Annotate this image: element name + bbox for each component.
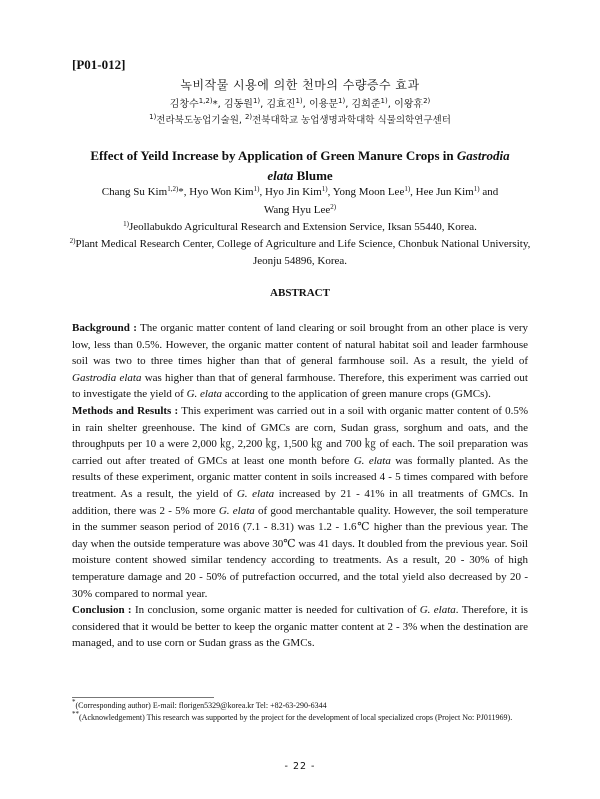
en-author-1: Chang Su Kim [101, 186, 168, 198]
english-authors [66, 183, 534, 219]
en-author-3: , Hyo Jin Kim [259, 186, 322, 198]
conclusion-species-1: G. elata [419, 604, 456, 617]
en-author-5: , Hee Jun Kim [410, 186, 474, 198]
en-author-6-affil: 2) [330, 203, 337, 211]
background-label: Background : [72, 322, 137, 334]
en-author-2: , Hyo Won Kim [183, 186, 254, 198]
korean-authors [0, 95, 600, 110]
background-species-2: G. elata [186, 388, 223, 401]
footnote-corresponding [72, 700, 528, 712]
en-author-6: Wang Hyu Lee [263, 204, 331, 216]
methods-paragraph [72, 403, 528, 602]
en-author-4-affil: 1) [404, 185, 411, 193]
ko-author-5: , 김희준 [345, 99, 381, 110]
ko-author-5-affil: 1) [380, 97, 388, 105]
background-text-2: was higher than that of general farmhouse. Therefore, this experiment was carried out to investigate the yield of [72, 371, 528, 401]
methods-text-2: was formally planted. As the results of these experiment, organic matter content in soils increased 4 - 5 times compared with before treatment. As a result, the yield of [72, 454, 528, 500]
ko-affil-1: 전라북도농업기술원, [156, 115, 245, 126]
korean-title: 녹비작물 시용에 의한 천마의 수량증수 효과 [180, 78, 420, 92]
en-author-5-affil: 1) [473, 185, 480, 193]
en-affil-line-1 [66, 219, 534, 236]
footnotes [72, 700, 528, 723]
ko-author-6-affil: 2) [423, 97, 431, 105]
methods-label: Methods and Results : [72, 404, 179, 417]
en-affil-2-mark: 2) [69, 237, 76, 245]
english-title [60, 146, 540, 186]
en-affil-2: Plant Medical Research Center, College of Agriculture and Life Science, Chonbuk National University, Jeonju 54896, Korea. [75, 238, 531, 267]
ko-author-1: 김창수 [169, 99, 199, 110]
conclusion-text-2: . Therefore, it is considered that it would be better to keep the organic matter content at 2 - 3% when the destination are managed, and to use corn or Sudan grass as the GMCs. [72, 604, 528, 650]
methods-species-3: G. elata [218, 504, 255, 517]
abstract-code: [P01-012] [72, 57, 126, 72]
ko-author-4-affil: 1) [338, 97, 346, 105]
methods-text-3: increased by 21 - 41% in all treatments of GMCs. In addition, there was 2 - 5% more [72, 487, 528, 517]
footnote-1-text: (Corresponding author) E-mail: florigen5329@korea.kr Tel: +82-63-290-6344 [75, 701, 327, 710]
background-species-1: Gastrodia elata [72, 371, 142, 384]
english-affiliations [66, 219, 534, 270]
ko-author-1-mark: * [212, 99, 218, 110]
footnote-1-mark: * [72, 698, 76, 706]
ko-author-4: , 이용문 [302, 99, 338, 110]
ko-author-6: , 이왕휴 [387, 99, 424, 110]
en-affil-1-mark: 1) [123, 220, 129, 228]
page-number: - 22 - [284, 761, 316, 772]
en-title-main: Effect of Yeild Increase by Application of Green Manure Crops in [90, 148, 457, 163]
background-text-3: according to the application of green manure crops (GMCs). [222, 388, 491, 401]
background-paragraph [72, 320, 528, 403]
en-author-and: and [479, 186, 499, 198]
methods-text-1: This experiment was carried out in a soil with organic matter content of 0.5% in rain shelter greenhouse. The kind of GMCs are corn, Sudan grass, sorghum and oats, and the throughputs per 10 a were 2,000 ㎏, 2,200 ㎏, 1,500 ㎏ and 700 ㎏ of each. The soil preparation was carried out after treated of GMCs at least one month before [72, 404, 528, 467]
korean-affiliations [0, 112, 600, 126]
footnote-2-text: (Acknowledgement) This research was supported by the project for the development of local specialized crops (Project No: PJ011969). [79, 712, 513, 722]
methods-text-4: of good merchantable quality. However, the soil temperature in the summer season period of 2016 (7.1 - 8.31) was 1.2 - 1.6℃ higher than the previous year. The day when the outside temperature was above 30℃ was 41 days. It doubled from the previous year. Soil moisture content showed similar tendency according to treatments. As a result, 20 - 30% of high temperature damage and 20 - 50% of putrefaction occurred, and the total yield also decreased by 20 - 30% compared to normal year. [72, 504, 528, 600]
footnote-divider [72, 697, 214, 698]
ko-author-2-affil: 1) [252, 97, 261, 105]
en-author-1-affil: 1,2) [167, 185, 179, 193]
en-affil-1: Jeollabukdo Agricultural Research and Extension Service, Iksan 55440, Korea. [128, 221, 477, 233]
abstract-heading: ABSTRACT [270, 287, 330, 299]
ko-author-1-affil: 1,2) [198, 97, 213, 105]
ko-author-2: , 김동원 [217, 99, 253, 110]
conclusion-text-1: In conclusion, some organic matter is needed for cultivation of [131, 604, 420, 617]
en-author-2-affil: 1) [253, 185, 260, 193]
abstract-body [72, 320, 528, 652]
methods-species-2: G. elata [236, 487, 275, 500]
methods-species-1: G. elata [353, 454, 391, 467]
background-text-1: The organic matter content of land clearing or soil brought from an other place is very low, less than 0.5%. However, the organic matter content of natural habitat soil and leader farmhouse soil was two to three times higher than that of general farmhouse soil. As a result, the yield of [72, 322, 528, 368]
en-author-4: , Yong Moon Lee [327, 186, 405, 198]
en-affil-line-2 [66, 236, 534, 270]
en-title-tail: Blume [293, 168, 333, 183]
ko-author-3: , 김효진 [260, 99, 296, 110]
ko-author-3-affil: 1) [295, 97, 303, 105]
conclusion-paragraph [72, 602, 528, 652]
ko-affil-2: 전북대학교 농업생명과학대학 식물의학연구센터 [252, 115, 451, 126]
en-author-3-affil: 1) [321, 185, 328, 193]
en-title-genus: Gastrodia [456, 148, 510, 163]
en-title-species: elata [267, 168, 294, 183]
footnote-2-mark: ** [72, 709, 79, 718]
ko-affil-2-mark: 2) [244, 113, 253, 121]
footnote-acknowledgement [72, 709, 528, 724]
en-author-1-mark: * [178, 186, 184, 198]
ko-affil-1-mark: 1) [149, 113, 157, 121]
conclusion-label: Conclusion : [72, 604, 132, 617]
